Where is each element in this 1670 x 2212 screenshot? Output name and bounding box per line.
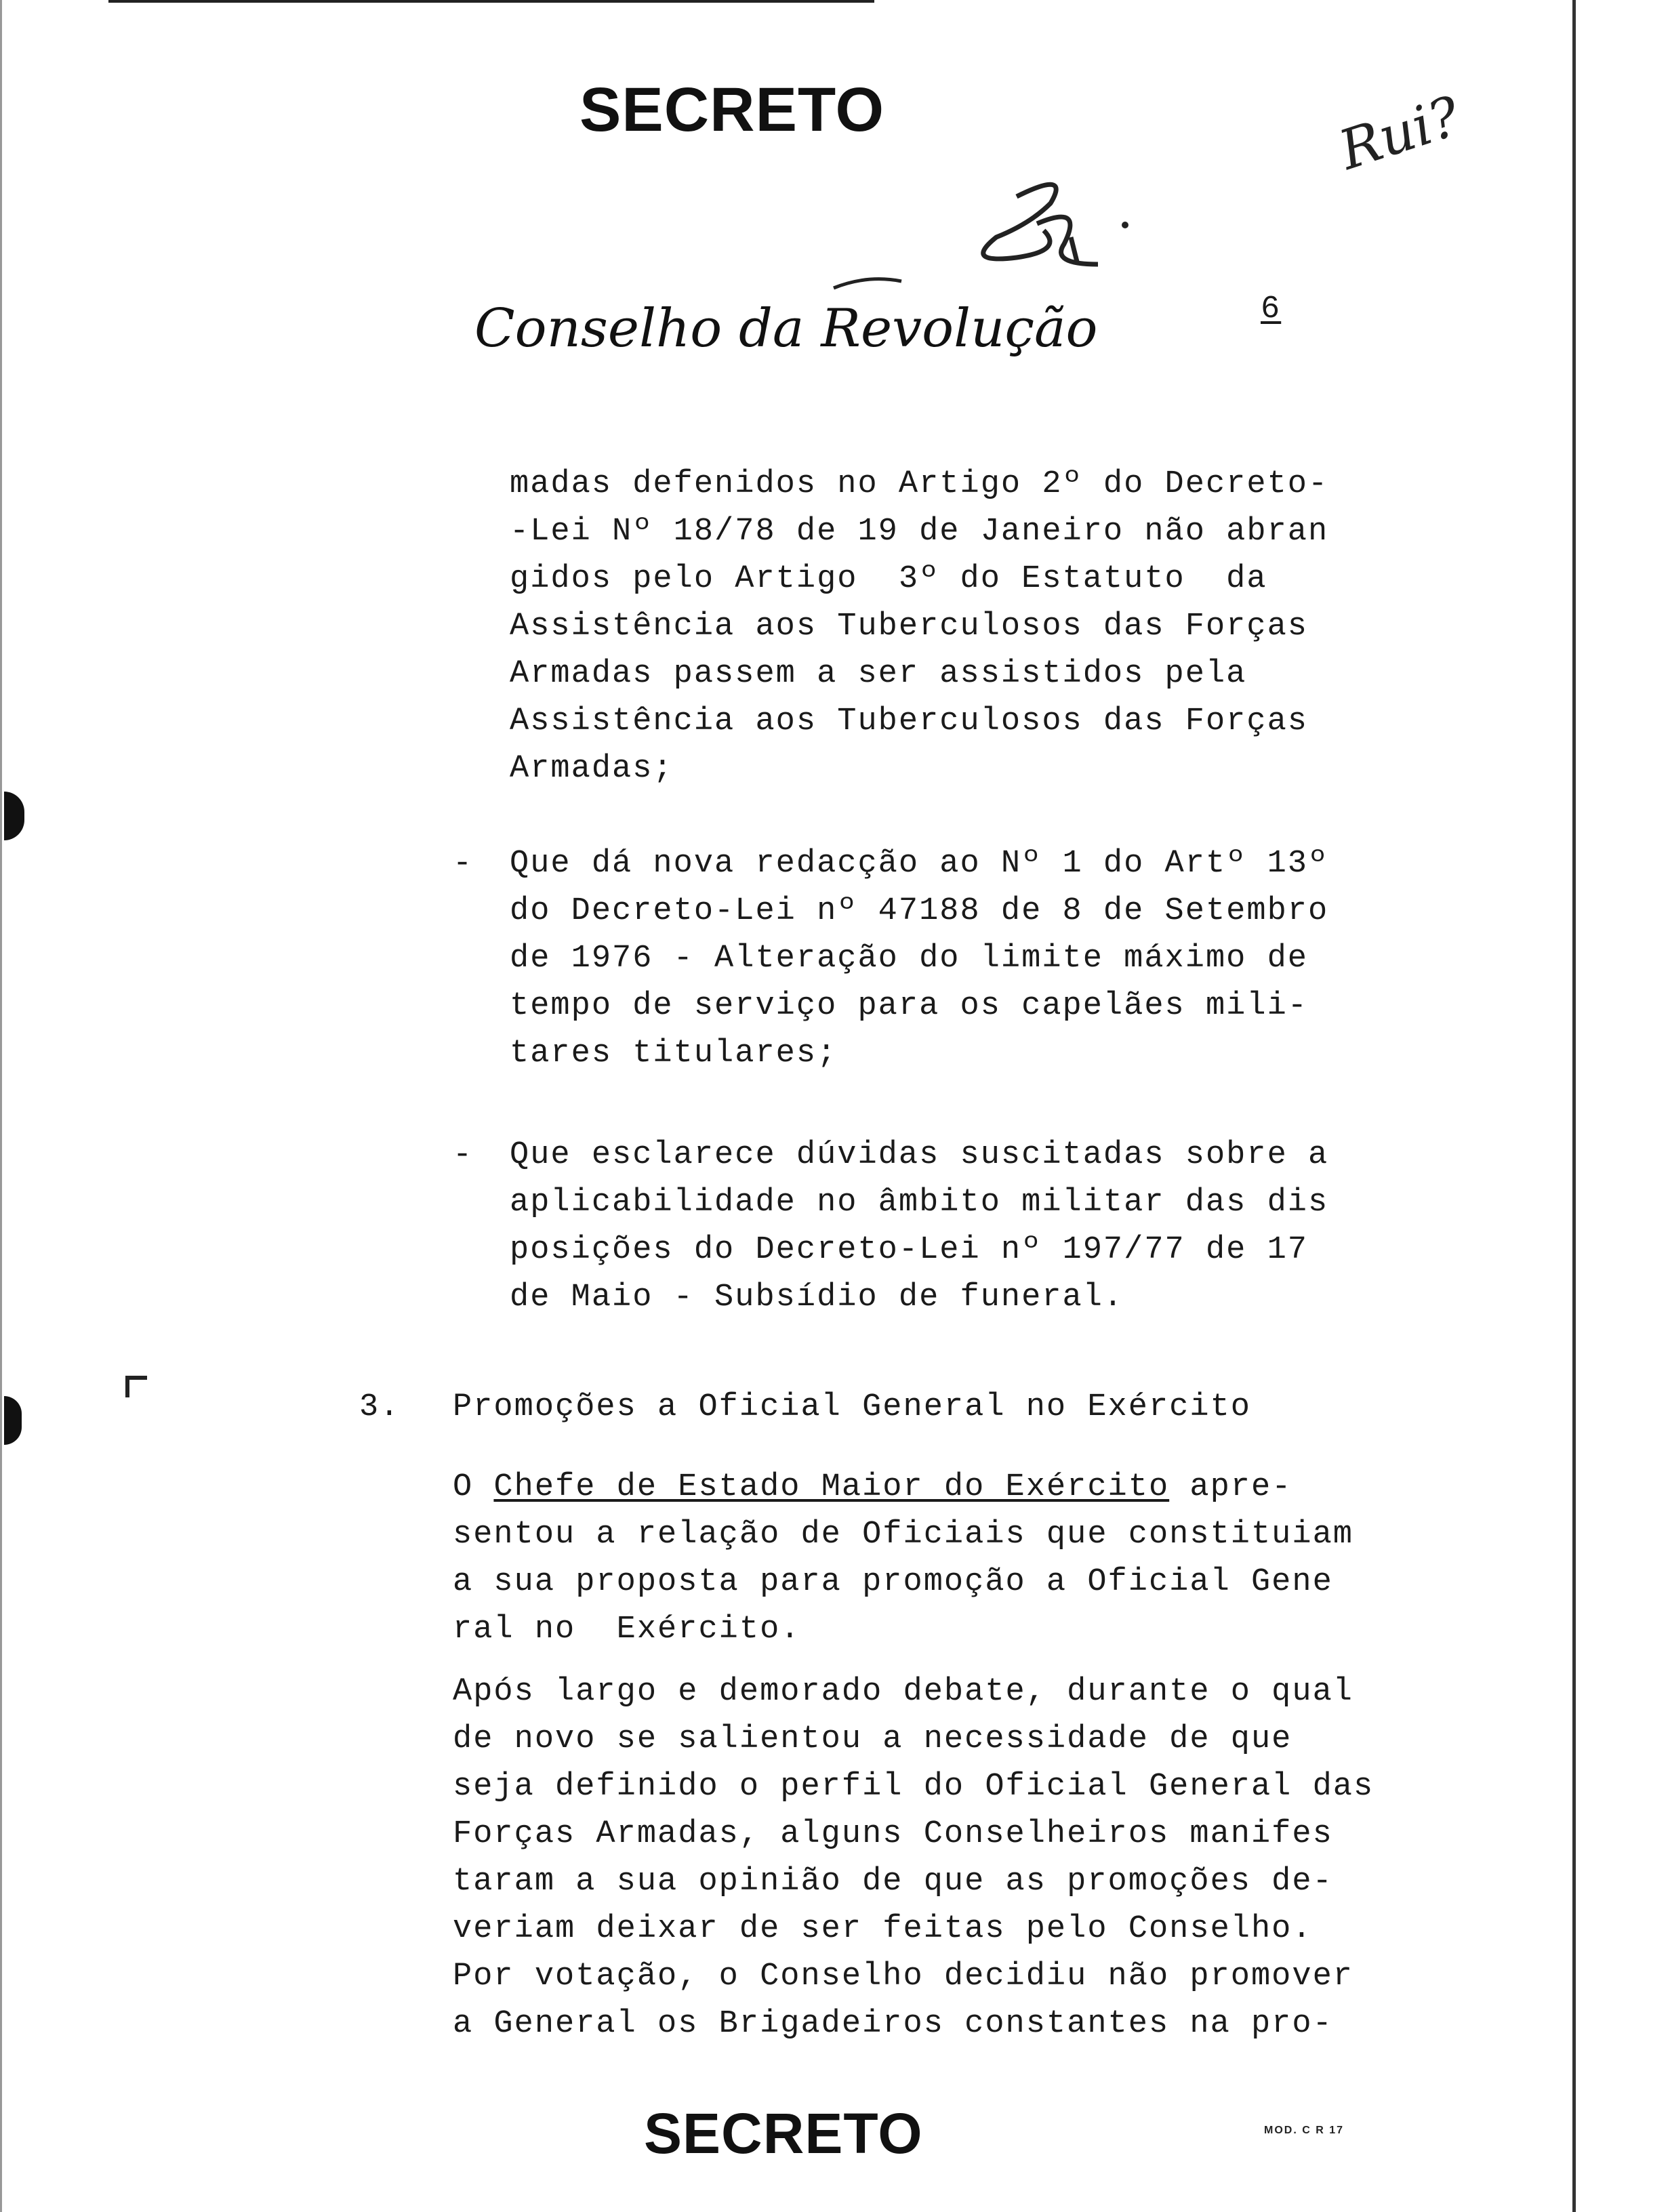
text-line: seja definido o perfil do Oficial General das <box>453 1769 1374 1805</box>
section-title: Promoções a Oficial General no Exército <box>453 1389 1251 1425</box>
right-border <box>1572 0 1576 2212</box>
letterhead: Conselho da Revolução <box>474 298 1098 359</box>
text-line: Assistência aos Tuberculosos das Forças <box>510 703 1308 739</box>
text-span: apre- <box>1169 1469 1292 1505</box>
handwritten-note: Rui? <box>1332 84 1468 182</box>
text-line: sentou a relação de Oficiais que constituiam <box>453 1517 1354 1553</box>
text-line: veriam deixar de ser feitas pelo Conselho. <box>453 1911 1313 1947</box>
top-border <box>108 0 874 3</box>
text-line: Forças Armadas, alguns Conselheiros manifes <box>453 1816 1333 1852</box>
bullet-marker: - <box>453 846 474 882</box>
secret-stamp-bottom: SECRETO <box>644 2102 923 2165</box>
section-number: 3. <box>359 1389 401 1425</box>
text-line: madas defenidos no Artigo 2º do Decreto- <box>510 466 1329 502</box>
form-code: MOD. C R 17 <box>1264 2125 1345 2136</box>
text-line: Por votação, o Conselho decidiu não promover <box>453 1959 1354 1994</box>
text-line: posições do Decreto-Lei nº 197/77 de 17 <box>510 1232 1308 1268</box>
handwritten-initials-icon <box>827 163 1139 298</box>
text-line: -Lei Nº 18/78 de 19 de Janeiro não abran <box>510 514 1329 550</box>
text-line: taram a sua opinião de que as promoções de- <box>453 1864 1333 1900</box>
binder-hole-mark <box>4 792 24 840</box>
page-number: 6 <box>1261 291 1282 327</box>
left-edge-shadow <box>0 0 2 2212</box>
text-line: Que esclarece dúvidas suscitadas sobre a <box>510 1137 1329 1173</box>
secret-stamp-top: SECRETO <box>579 75 885 144</box>
text-line: a General os Brigadeiros constantes na pro- <box>453 2006 1333 2042</box>
binder-hole-mark <box>4 1396 22 1445</box>
text-line: de Maio - Subsídio de funeral. <box>510 1279 1124 1315</box>
paragraph-first-line <box>453 1469 1292 1505</box>
text-line: de novo se salientou a necessidade de que <box>453 1721 1292 1757</box>
text-line: aplicabilidade no âmbito militar das dis <box>510 1185 1329 1221</box>
text-line: a sua proposta para promoção a Oficial Gene <box>453 1564 1333 1600</box>
corner-mark <box>125 1376 147 1397</box>
underlined-title: Chefe de Estado Maior do Exército <box>493 1469 1170 1505</box>
text-line: ral no Exército. <box>453 1612 801 1647</box>
text-span: O <box>453 1469 494 1505</box>
text-line: Armadas passem a ser assistidos pela <box>510 656 1247 692</box>
text-line: Que dá nova redacção ao Nº 1 do Artº 13º <box>510 846 1329 882</box>
text-line: tempo de serviço para os capelães mili- <box>510 988 1308 1024</box>
text-line: Armadas; <box>510 751 674 787</box>
text-line: Assistência aos Tuberculosos das Forças <box>510 609 1308 644</box>
text-line: do Decreto-Lei nº 47188 de 8 de Setembro <box>510 893 1329 929</box>
text-line: tares titulares; <box>510 1036 838 1071</box>
bullet-marker: - <box>453 1137 474 1173</box>
text-line: gidos pelo Artigo 3º do Estatuto da <box>510 561 1267 597</box>
text-line: Após largo e demorado debate, durante o qual <box>453 1674 1354 1710</box>
text-line: de 1976 - Alteração do limite máximo de <box>510 941 1308 977</box>
